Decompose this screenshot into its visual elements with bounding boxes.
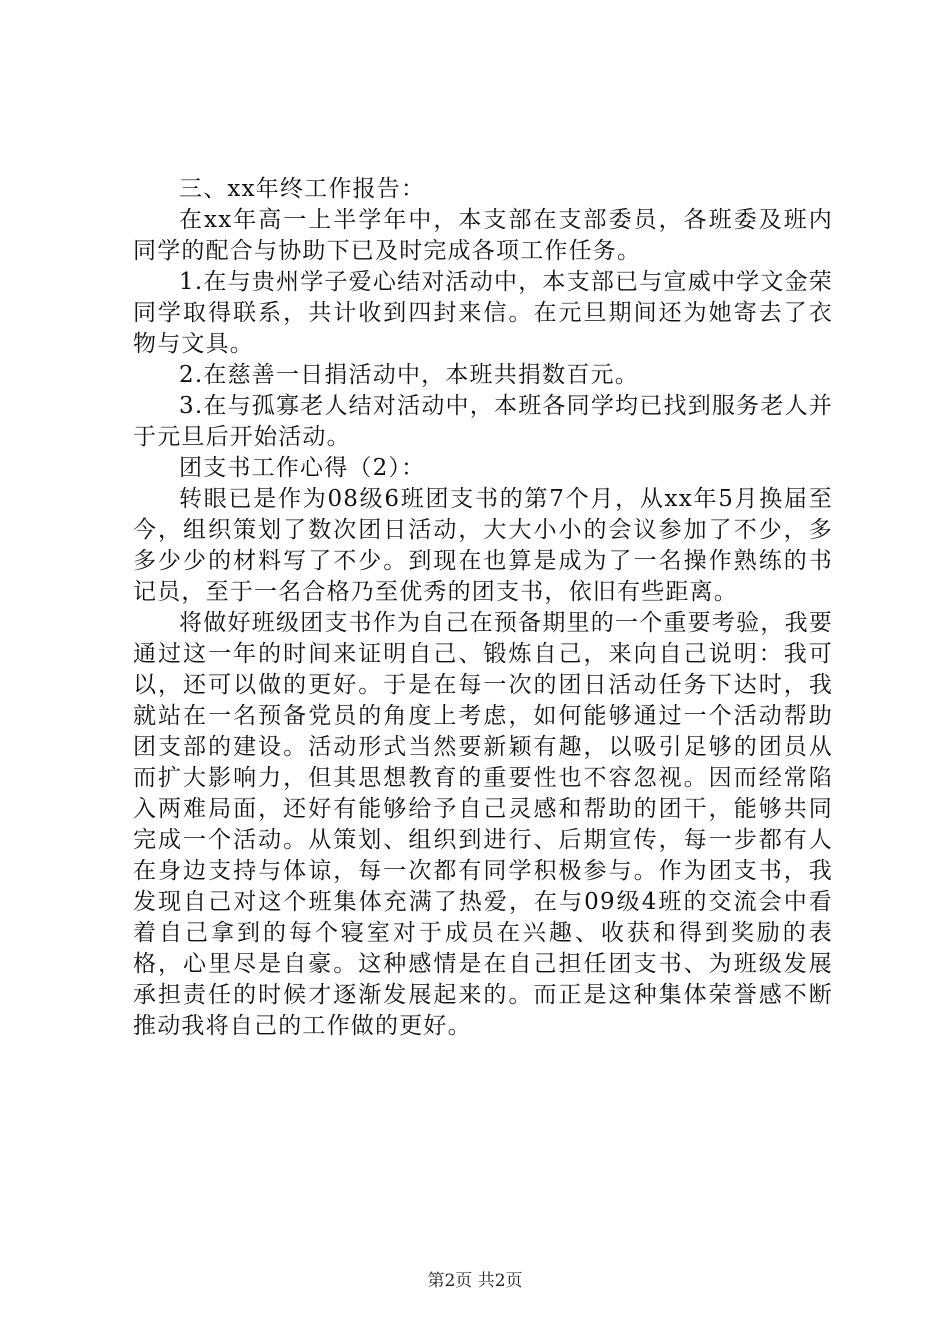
- list-item-3: 3.在与孤寡老人结对活动中，本班各同学均已找到服务老人并于元旦后开始活动。: [133, 393, 833, 450]
- paragraph-experience-2: 将做好班级团支书作为自己在预备期里的一个重要考验，我要通过这一年的时间来证明自己、锻炼自己，来向自己说明：我可以，还可以做的更好。于是在每一次的团日活动任务下达时，我就站在一名预备党员的角度上考虑，如何能够通过一个活动帮助团支部的建设。活动形式当然要新颖有趣，以吸引足够的团员从而扩大影响力，但其思想教育的重要性也不容忽视。因而经常陷入两难局面，还好有能够给予自己灵感和帮助的团干，能够共同完成一个活动。从策划、组织到进行、后期宣传，每一步都有人在身边支持与体谅，每一次都有同学积极参与。作为团支书，我发现自己对这个班集体充满了热爱，在与09级4班的交流会中看着自己拿到的每个寝室对于成员在兴趣、收获和得到奖励的表格，心里尽是自豪。这种感情是在自己担任团支书、为班级发展承担责任的时候才逐渐发展起来的。而正是这种集体荣誉感不断推动我将自己的工作做的更好。: [133, 610, 833, 1039]
- section-heading-year-end-report: 三、xx年终工作报告：: [179, 176, 426, 202]
- page-number-footer: 第2页 共2页: [427, 1271, 523, 1291]
- list-item-1: 1.在与贵州学子爱心结对活动中，本支部已与宣威中学文金荣同学取得联系，共计收到四封来信。在元旦期间还为她寄去了衣物与文具。: [133, 269, 833, 357]
- section-heading-experience: 团支书工作心得（2）：: [179, 455, 426, 481]
- list-item-2: 2.在慈善一日捐活动中，本班共捐数百元。: [179, 362, 639, 388]
- paragraph-intro: 在xx年高一上半学年中，本支部在支部委员，各班委及班内同学的配合与协助下已及时完成各项工作任务。: [133, 207, 833, 264]
- paragraph-experience-1: 转眼已是作为08级6班团支书的第7个月，从xx年5月换届至今，组织策划了数次团日活动，大大小小的会议参加了不少，多多少少的材料写了不少。到现在也算是成为了一名操作熟练的书记员，至于一名合格乃至优秀的团支书，依旧有些距离。: [133, 486, 833, 605]
- document-body: [133, 174, 833, 1042]
